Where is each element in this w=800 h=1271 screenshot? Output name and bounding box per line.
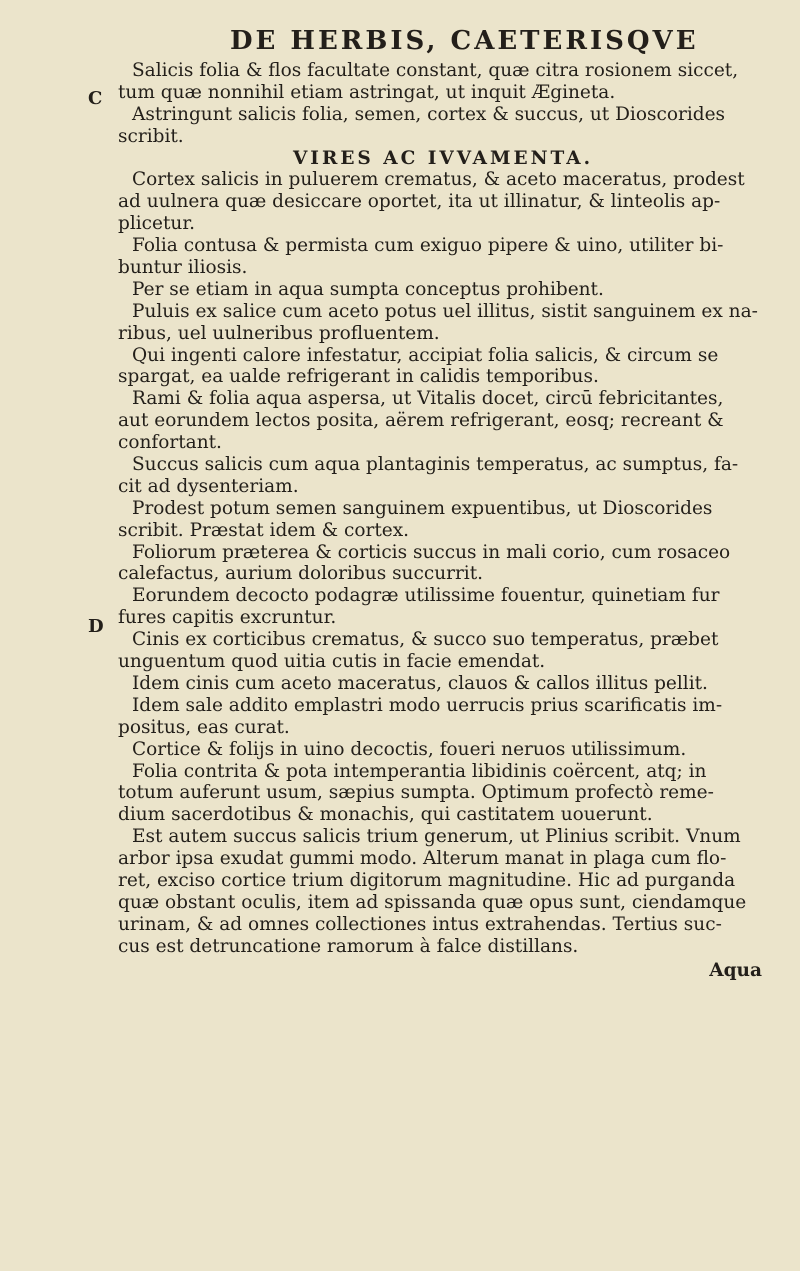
section-heading: VIRES AC IVVAMENTA. [292,147,594,169]
catchword: Aqua [709,959,762,981]
text-line: confortant. [118,432,222,454]
text-line: Prodest potum semen sanguinem expuentibus, ut Dioscorides [132,497,713,519]
text-line: Qui ingenti calore infestatur, accipiat folia salicis, & circum se [132,344,719,366]
text-line: totum auferunt usum, sæpius sumpta. Optimum profectò reme- [118,782,714,804]
text-line: fures capitis excruntur. [118,607,337,629]
text-line: arbor ipsa exudat gummi modo. Alterum manat in plaga cum flo- [118,848,727,870]
text-line: Cortex salicis in puluerem crematus, & aceto maceratus, prodest [132,169,745,191]
text-line: ad uulnera quæ desiccare oportet, ita ut illinatur, & linteolis ap- [118,191,721,213]
text-line: Foliorum præterea & corticis succus in mali corio, cum rosaceo [132,541,731,563]
text-line: Idem sale addito emplastri modo uerrucis prius scarificatis im- [132,694,723,716]
text-line: aut eorundem lectos posita, aërem refrigerant, eosq; recreant & [118,410,724,432]
text-line: tum quæ nonnihil etiam astringat, ut inquit Ægineta. [118,81,616,103]
text-line: quæ obstant oculis, item ad spissanda quæ opus sunt, ciendamque [118,891,747,913]
text-line: Cinis ex corticibus crematus, & succo suo temperatus, præbet [132,629,719,651]
text-line: Est autem succus salicis trium generum, ut Plinius scribit. Vnum [132,826,741,848]
text-line: Astringunt salicis folia, semen, cortex & succus, ut Dioscorides [132,103,726,125]
text-line: Succus salicis cum aqua plantaginis temperatus, ac sumptus, fa- [132,454,739,476]
text-line: Eorundem decocto podagræ utilissime fouentur, quinetiam fur [132,585,720,607]
text-line: dium sacerdotibus & monachis, qui castitatem uouerunt. [118,804,653,826]
text-line: Per se etiam in aqua sumpta conceptus prohibent. [132,278,604,300]
margin-letter-d: D [88,616,104,637]
text-line: Idem cinis cum aceto maceratus, clauos & callos illitus pellit. [132,672,708,694]
running-head: DE HERBIS, CAETERISQVE [230,26,699,56]
text-line: ribus, uel uulneribus profluentem. [118,322,440,344]
text-line: plicetur. [118,213,196,235]
text-line: buntur iliosis. [118,257,248,279]
text-line: urinam, & ad omnes collectiones intus extrahendas. Tertius suc- [118,913,722,935]
text-line: unguentum quod uitia cutis in facie emendat. [118,651,546,673]
text-line: scribit. [118,125,184,147]
text-line: Rami & folia aqua aspersa, ut Vitalis docet, circū febricitantes, [132,388,724,410]
text-line: Folia contrita & pota intemperantia libidinis coërcent, atq; in [132,760,707,782]
text-line: positus, eas curat. [118,716,290,738]
margin-letter-c: C [88,88,103,109]
text-line: ret, exciso cortice trium digitorum magnitudine. Hic ad purganda [118,869,736,891]
text-line: Cortice & folijs in uino decoctis, foueri neruos utilissimum. [132,738,687,760]
text-line: spargat, ea ualde refrigerant in calidis temporibus. [118,366,599,388]
text-line: Puluis ex salice cum aceto potus uel illitus, sistit sanguinem ex na- [132,300,758,322]
body-text [118,60,768,981]
text-line: scribit. Præstat idem & cortex. [118,519,410,541]
text-line: Folia contusa & permista cum exiguo pipere & uino, utiliter bi- [132,235,724,257]
text-line: cus est detruncatione ramorum à falce distillans. [118,935,579,957]
text-line: cit ad dysenteriam. [118,475,299,497]
text-line: Salicis folia & flos facultate constant, quæ citra rosionem siccet, [132,60,739,81]
text-line: calefactus, aurium doloribus succurrit. [118,563,484,585]
